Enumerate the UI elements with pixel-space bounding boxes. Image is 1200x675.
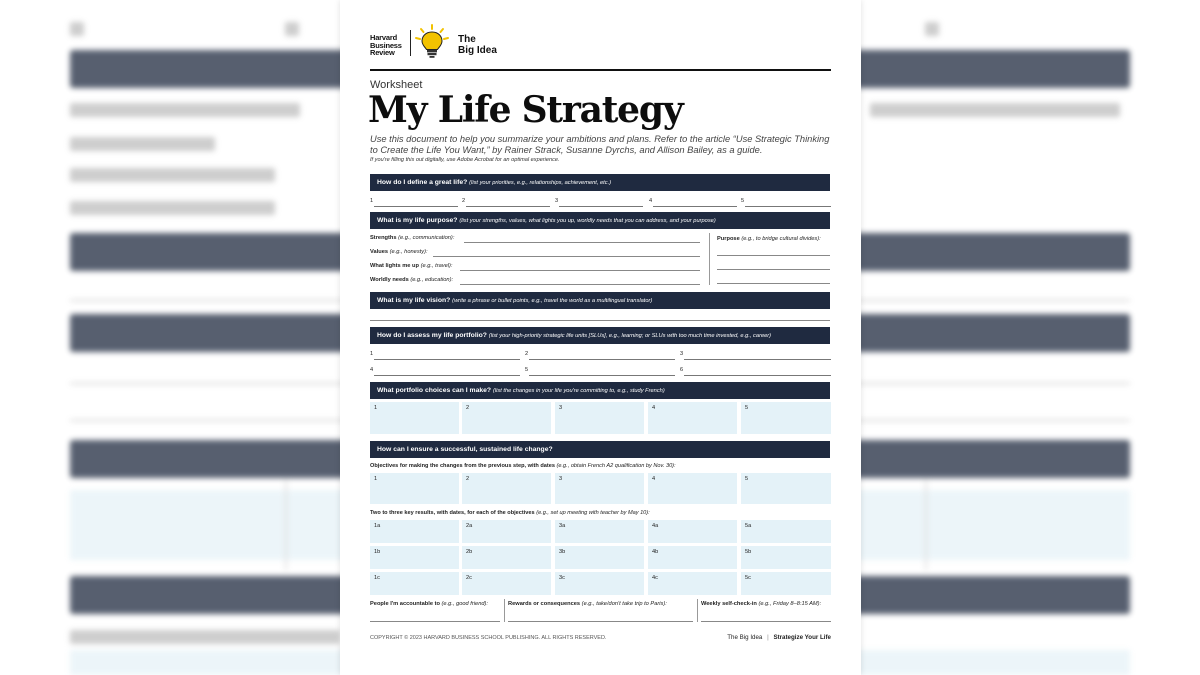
page-title: My Life Strategy xyxy=(368,89,683,131)
bottom-divider-1 xyxy=(504,599,505,622)
strengths-field[interactable] xyxy=(464,242,700,243)
choice-cell-2[interactable]: 2 xyxy=(462,402,551,434)
key-result-cell[interactable]: 1b xyxy=(370,546,459,569)
portfolio-field-1[interactable]: 1 xyxy=(370,351,520,361)
objective-cell-2[interactable]: 2 xyxy=(462,473,551,504)
key-result-cell[interactable]: 2a xyxy=(462,520,551,543)
objective-cell-1[interactable]: 1 xyxy=(370,473,459,504)
rewards-field[interactable] xyxy=(508,621,693,622)
big-idea-logo: The Big Idea xyxy=(458,34,497,56)
key-result-cell[interactable]: 2b xyxy=(462,546,551,569)
section-choices-header: What portfolio choices can I make? (list the changes in your life you're committing to, e.g., study French) xyxy=(370,382,830,399)
purpose-label: Purpose (e.g., to bridge cultural divides): xyxy=(717,236,821,242)
section-purpose-header: What is my life purpose? (list your strengths, values, what lights you up, worldly needs that you can address, and your purpose) xyxy=(370,212,830,229)
worldly-needs-field[interactable] xyxy=(460,284,700,285)
choice-cell-1[interactable]: 1 xyxy=(370,402,459,434)
logo-divider xyxy=(410,30,411,56)
choice-cell-3[interactable]: 3 xyxy=(555,402,644,434)
portfolio-field-6[interactable]: 6 xyxy=(680,367,831,377)
purpose-field-line-1[interactable] xyxy=(717,255,830,256)
define-field-1[interactable]: 1 xyxy=(370,198,458,208)
key-result-cell[interactable]: 5c xyxy=(741,572,831,595)
choice-cell-5[interactable]: 5 xyxy=(741,402,831,434)
check-in-field[interactable] xyxy=(701,621,831,622)
key-result-cell[interactable]: 1a xyxy=(370,520,459,543)
key-result-cell[interactable]: 4a xyxy=(648,520,737,543)
key-results-grid xyxy=(370,520,831,595)
portfolio-field-3[interactable]: 3 xyxy=(680,351,831,361)
accountable-label: People I'm accountable to (e.g., good friend): xyxy=(370,601,489,607)
portfolio-field-5[interactable]: 5 xyxy=(525,367,675,377)
define-field-4[interactable]: 4 xyxy=(649,198,737,208)
values-field[interactable] xyxy=(433,256,700,257)
section-define-header: How do I define a great life? (list your priorities, e.g., relationships, achievement, etc.) xyxy=(370,174,830,191)
define-field-5[interactable]: 5 xyxy=(741,198,831,208)
lightbulb-icon xyxy=(414,24,450,60)
choice-cell-4[interactable]: 4 xyxy=(648,402,737,434)
objective-cell-5[interactable]: 5 xyxy=(741,473,831,504)
objective-cell-3[interactable]: 3 xyxy=(555,473,644,504)
key-results-label: Two to three key results, with dates, for each of the objectives (e.g., set up meeting with teacher by May 10): xyxy=(370,510,650,516)
check-in-label: Weekly self-check-in (e.g., Friday 8–8:15 AM): xyxy=(701,601,822,607)
key-result-cell[interactable]: 3a xyxy=(555,520,644,543)
section-vision-header: What is my life vision? (write a phrase or bullet points, e.g., travel the world as a multilingual translator) xyxy=(370,292,830,309)
copyright: COPYRIGHT © 2023 HARVARD BUSINESS SCHOOL PUBLISHING. ALL RIGHTS RESERVED. xyxy=(370,635,607,641)
key-result-cell[interactable]: 4b xyxy=(648,546,737,569)
define-field-3[interactable]: 3 xyxy=(555,198,643,208)
purpose-field-line-2[interactable] xyxy=(717,269,830,270)
section-portfolio-header: How do I assess my life portfolio? (list your high-priority strategic life units [SLUs], e.g., learning; or SLUs with too much time invested, e.g., career) xyxy=(370,327,830,344)
section-change-header: How can I ensure a successful, sustained life change? xyxy=(370,441,830,458)
objectives-label: Objectives for making the changes from the previous step, with dates (e.g., obtain French A2 qualification by Nov. 30): xyxy=(370,463,676,469)
strengths-label: Strengths (e.g., communication): xyxy=(370,235,455,241)
purpose-divider xyxy=(709,233,710,285)
key-result-cell[interactable]: 1c xyxy=(370,572,459,595)
worksheet-page xyxy=(340,0,861,675)
footer-series: The Big Idea | Strategize Your Life xyxy=(727,634,831,641)
key-result-cell[interactable]: 2c xyxy=(462,572,551,595)
bottom-divider-2 xyxy=(697,599,698,622)
portfolio-field-2[interactable]: 2 xyxy=(525,351,675,361)
accountable-field[interactable] xyxy=(370,621,500,622)
hbr-logo: Harvard Business Review xyxy=(370,33,402,57)
rewards-label: Rewards or consequences (e.g., take/don't take trip to Paris): xyxy=(508,601,667,607)
purpose-field-line-3[interactable] xyxy=(717,283,830,284)
acrobat-note: If you're filling this out digitally, use Adobe Acrobat for an optimal experience. xyxy=(370,157,560,163)
lights-me-up-field[interactable] xyxy=(460,270,700,271)
header-rule xyxy=(370,69,831,71)
key-result-cell[interactable]: 3b xyxy=(555,546,644,569)
objective-cell-4[interactable]: 4 xyxy=(648,473,737,504)
key-result-cell[interactable]: 5a xyxy=(741,520,831,543)
intro-text: Use this document to help you summarize your ambitions and plans. Refer to the article “Use Strategic Thinking to Create the Life You Want,” by Rainer Strack, Susanne Dyrchs, and Allison Bailey, as a guide. xyxy=(370,134,830,155)
lights-me-up-label: What lights me up (e.g., travel): xyxy=(370,263,453,269)
values-label: Values (e.g., honesty): xyxy=(370,249,428,255)
key-result-cell[interactable]: 5b xyxy=(741,546,831,569)
key-result-cell[interactable]: 4c xyxy=(648,572,737,595)
worksheet-eyebrow: Worksheet xyxy=(370,79,423,91)
define-field-2[interactable]: 2 xyxy=(462,198,550,208)
worldly-needs-label: Worldly needs (e.g., education): xyxy=(370,277,454,283)
portfolio-field-4[interactable]: 4 xyxy=(370,367,520,377)
key-result-cell[interactable]: 3c xyxy=(555,572,644,595)
vision-field[interactable] xyxy=(370,320,830,321)
